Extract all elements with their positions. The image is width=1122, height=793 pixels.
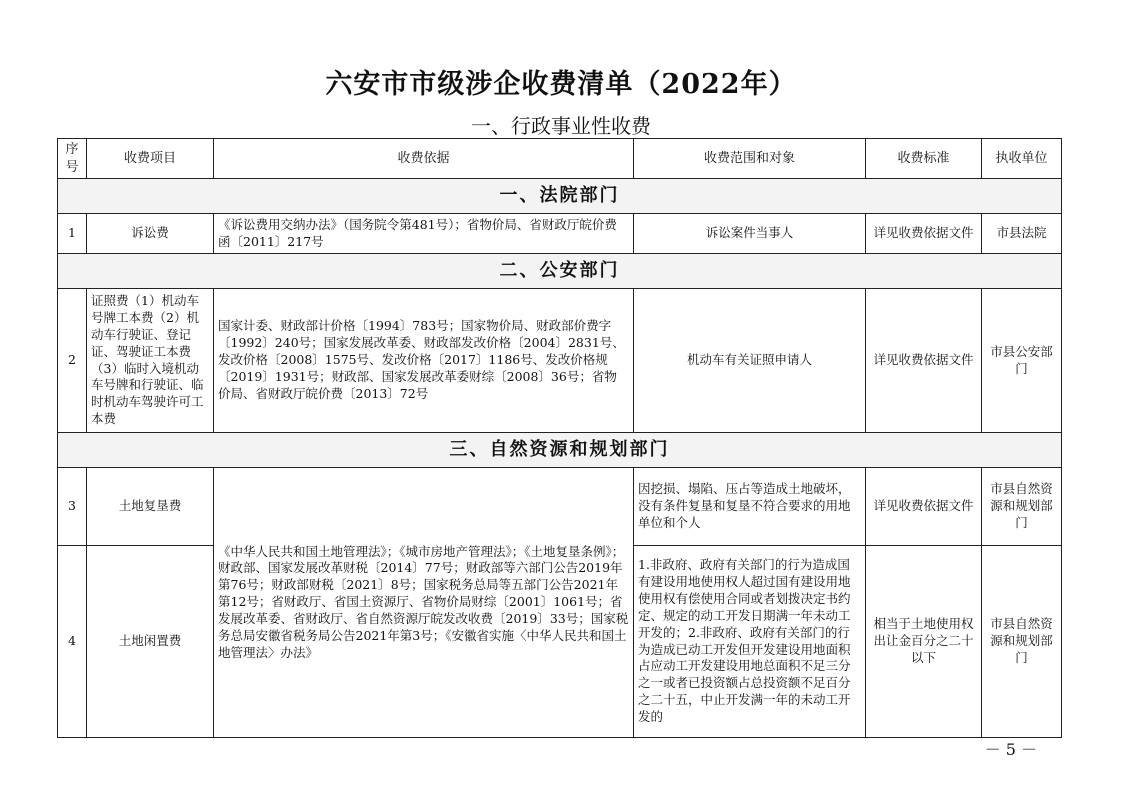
- section-row: [58, 433, 1062, 468]
- section-row: [58, 254, 1062, 289]
- fee-table: [57, 138, 1062, 738]
- row-unit: 市县自然资源和规划部门: [982, 546, 1062, 738]
- header-no: 序号: [58, 139, 87, 179]
- row-item: 土地复垦费: [87, 468, 214, 546]
- row-standard: 详见收费依据文件: [866, 289, 982, 433]
- header-unit: 执收单位: [982, 139, 1062, 179]
- table-row: [58, 289, 1062, 433]
- row-no: 4: [58, 546, 87, 738]
- row-no: 3: [58, 468, 87, 546]
- section-title: 一、法院部门: [58, 179, 1062, 214]
- row-basis: 国家计委、财政部计价格〔1994〕783号；国家物价局、财政部价费字〔1992〕240号；国家发展改革委、财政部发改价格〔2004〕2831号、发改价格〔2008〕1575号、发改价格〔2017〕1186号、发改价格规〔2019〕1931号；财政部、国家发展改革委财综〔2008〕36号；省物价局、省财政厅皖价费〔2013〕72号: [214, 289, 634, 433]
- row-basis: 《中华人民共和国土地管理法》；《城市房地产管理法》；《土地复垦条例》；财政部、国家发展改革财税〔2014〕77号；财政部等六部门公告2019年第76号；财政部财税〔2021〕8号；国家税务总局等五部门公告2021年第12号；省财政厅、省国土资源厅、省物价局财综〔2001〕1061号；省发展改革委、省财政厅、省自然资源厅皖发改收费〔2019〕33号；国家税务总局安徽省税务局公告2021年第3号；《安徽省实施〈中华人民共和国土地管理法〉办法》: [214, 468, 634, 738]
- page-subtitle: 一、行政事业性收费: [471, 114, 651, 138]
- header-standard: 收费标准: [866, 139, 982, 179]
- row-standard: 详见收费依据文件: [866, 468, 982, 546]
- header-scope: 收费范围和对象: [634, 139, 866, 179]
- row-item: 诉讼费: [87, 214, 214, 254]
- row-item: 土地闲置费: [87, 546, 214, 738]
- row-item: 证照费（1）机动车号牌工本费（2）机动车行驶证、登记证、驾驶证工本费（3）临时入境机动车号牌和行驶证、临时机动车驾驶许可工本费: [87, 289, 214, 433]
- row-standard: 详见收费依据文件: [866, 214, 982, 254]
- section-title: 二、公安部门: [58, 254, 1062, 289]
- row-scope: 机动车有关证照申请人: [634, 289, 866, 433]
- page-number: － 5 －: [984, 740, 1037, 759]
- row-scope: 1.非政府、政府有关部门的行为造成国有建设用地使用权人超过国有建设用地使用权有偿使用合同或者划拨决定书约定、规定的动工开发日期满一年未动工开发的；2.非政府、政府有关部门的行为造成已动工开发但开发建设用地面积占应动工开发建设用地总面积不足三分之一或者已投资额占总投资额不足百分之二十五，中止开发满一年的未动工开发的: [634, 546, 866, 738]
- section-row: [58, 179, 1062, 214]
- table-header-row: [58, 139, 1062, 179]
- header-basis: 收费依据: [214, 139, 634, 179]
- row-unit: 市县公安部门: [982, 289, 1062, 433]
- table-row: [58, 214, 1062, 254]
- header-item: 收费项目: [87, 139, 214, 179]
- row-no: 2: [58, 289, 87, 433]
- table-row: [58, 468, 1062, 546]
- row-unit: 市县自然资源和规划部门: [982, 468, 1062, 546]
- row-scope: 诉讼案件当事人: [634, 214, 866, 254]
- section-title: 三、自然资源和规划部门: [58, 433, 1062, 468]
- row-standard: 相当于土地使用权出让金百分之二十以下: [866, 546, 982, 738]
- row-unit: 市县法院: [982, 214, 1062, 254]
- row-basis: 《诉讼费用交纳办法》（国务院令第481号）；省物价局、省财政厅皖价费函〔2011〕217号: [214, 214, 634, 254]
- row-no: 1: [58, 214, 87, 254]
- row-scope: 因挖损、塌陷、压占等造成土地破坏，没有条件复垦和复垦不符合要求的用地单位和个人: [634, 468, 866, 546]
- page-title: 六安市市级涉企收费清单（2022年）: [325, 69, 797, 100]
